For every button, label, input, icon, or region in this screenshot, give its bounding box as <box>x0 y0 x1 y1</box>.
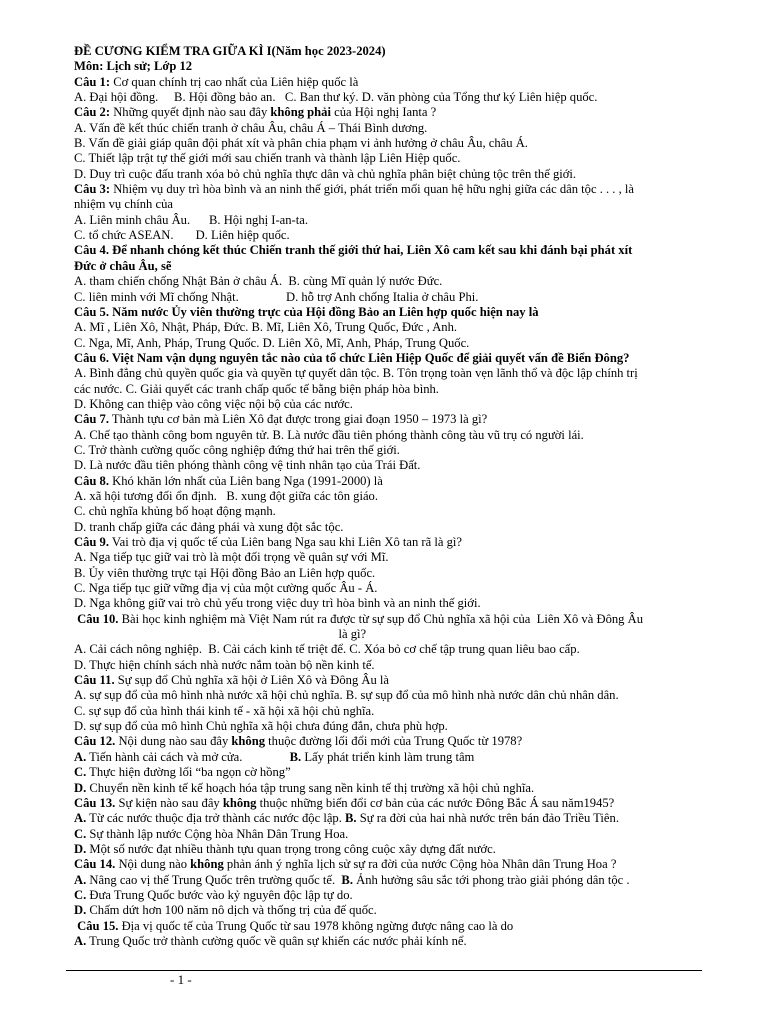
bold-text: Câu 6. Việt Nam vận dụng nguyên tắc nào của tổ chức Liên Hiệp Quốc để giải quyết vấn đề Biển Đông? <box>74 350 630 365</box>
body-text: D. Nga không giữ vai trò chủ yếu trong việc duy trì hòa bình và an ninh thế giới. <box>74 596 481 611</box>
body-text: A. Cải cách nông nghiệp. B. Cải cách kinh tế triệt để. C. Xóa bỏ cơ chế tập trung quan liêu bao cấp. <box>74 642 580 657</box>
text-line <box>74 151 722 166</box>
text-line <box>74 535 722 550</box>
body-text: B. Vấn đề giải giáp quân đội phát xít và phân chia phạm vi ảnh hưởng ở châu Âu, châu Á. <box>74 136 528 151</box>
body-text: A. Chế tạo thành công bom nguyên tử. B. Là nước đầu tiên phóng thành công tàu vũ trụ có người lái. <box>74 427 584 442</box>
bold-text: Câu 11. <box>74 673 115 688</box>
text-line <box>74 105 722 120</box>
body-text: D. Không can thiệp vào công việc nội bộ của các nước. <box>74 396 353 411</box>
text-line <box>74 903 722 918</box>
body-text: C. Thiết lập trật tự thế giới mới sau chiến tranh và thành lập Liên Hiệp quốc. <box>74 151 461 166</box>
bold-text: D. <box>74 780 87 795</box>
text-line <box>74 781 722 796</box>
text-line <box>74 596 722 611</box>
text-line <box>74 290 722 305</box>
body-text: C. liên minh với Mĩ chống Nhật. D. hỗ trợ Anh chống Italia ở châu Phi. <box>74 289 479 304</box>
text-line <box>74 934 722 949</box>
body-text: A. xã hội tương đối ổn định. B. xung đột giữa các tôn giáo. <box>74 488 378 503</box>
bold-text: Câu 13. <box>74 795 116 810</box>
bold-text: Câu 4. Để nhanh chóng kết thúc Chiến tranh thế giới thứ hai, Liên Xô cam kết sau khi đánh bại phát xít <box>74 243 633 258</box>
body-text: D. tranh chấp giữa các đảng phái và xung đột sắc tộc. <box>74 519 344 534</box>
bold-text: A. <box>74 811 87 826</box>
body-text: C. tổ chức ASEAN. D. Liên hiệp quốc. <box>74 228 290 243</box>
text-line <box>74 382 722 397</box>
text-line <box>74 504 722 519</box>
body-text: Nâng cao vị thế Trung Quốc trên trường quốc tế. <box>86 872 342 887</box>
bold-text: Câu 12. <box>74 734 116 749</box>
text-line <box>74 719 722 734</box>
bold-text: B. <box>345 811 357 826</box>
text-line <box>74 428 722 443</box>
body-text: Vai trò địa vị quốc tế của Liên bang Nga sau khi Liên Xô tan rã là gì? <box>109 535 462 549</box>
bold-text: C. <box>74 887 87 902</box>
document-title: ĐỀ CƯƠNG KIỂM TRA GIỮA KÌ I(Năm học 2023-2024) <box>74 44 386 58</box>
text-line <box>74 412 722 427</box>
text-line <box>74 734 722 749</box>
body-text: Nhiệm vụ duy trì hòa bình và an ninh thế giới, phát triển mối quan hệ hữu nghị giữa các dân tộc . . . , là <box>110 182 634 197</box>
text-line <box>74 351 722 366</box>
text-line <box>74 520 722 535</box>
text-line <box>74 458 722 473</box>
text-line <box>74 243 722 258</box>
body-text: Trung Quốc trở thành cường quốc về quân sự khiến các nước phải kính nể. <box>86 933 467 948</box>
body-text: A. Nga tiếp tục giữ vai trò là một đối trọng về quân sự với Mĩ. <box>74 550 389 565</box>
text-line <box>74 75 722 90</box>
body-text: A. Vấn đề kết thúc chiến tranh ở châu Âu, châu Á – Thái Bình dương. <box>74 120 428 135</box>
bold-text: Câu 5. Năm nước Ủy viên thường trực của Hội đồng Bảo an Liên hợp quốc hiện nay là <box>74 304 539 319</box>
bold-text: B. <box>289 749 302 764</box>
text-line <box>74 259 722 274</box>
text-line <box>74 811 722 826</box>
text-line <box>74 566 722 581</box>
body-text: thuộc đường lối đổi mới của Trung Quốc từ 1978? <box>265 734 523 749</box>
bold-text: Câu 14. <box>74 857 116 872</box>
text-line <box>74 121 722 136</box>
body-text: C. Nga, Mĩ, Anh, Pháp, Trung Quốc. D. Liên Xô, Mĩ, Anh, Pháp, Trung Quốc. <box>74 335 470 350</box>
text-line <box>74 796 722 811</box>
text-line <box>74 658 722 673</box>
text-line <box>74 919 722 934</box>
text-line <box>74 336 722 351</box>
text-line <box>74 642 722 657</box>
body-text: D. Thực hiện chính sách nhà nước nắm toàn bộ nền kinh tế. <box>74 657 375 672</box>
body-text: D. sự sụp đổ của mô hình Chủ nghĩa xã hội chưa đúng đắn, chưa phù hợp. <box>74 719 448 734</box>
body-text: A. Mĩ , Liên Xô, Nhật, Pháp, Đức. B. Mĩ, Liên Xô, Trung Quốc, Đức , Anh. <box>74 320 458 335</box>
text-line <box>74 320 722 335</box>
body-text: Sự ra đời của hai nhà nước trên bán đảo Triều Tiên. <box>356 811 619 826</box>
body-text: Những quyết định nào sau đây <box>110 105 271 120</box>
body-text: C. chủ nghĩa khủng bố hoạt động mạnh. <box>74 504 276 519</box>
bold-text: D. <box>74 841 87 856</box>
bold-text: D. <box>74 903 87 918</box>
body-text: Ảnh hưởng sâu sắc tới phong trào giải phóng dân tộc . <box>352 872 630 887</box>
body-text: Lấy phát triển kinh làm trung tâm <box>301 749 475 764</box>
text-line <box>74 704 722 719</box>
body-text: A. sự sụp đổ của mô hình nhà nước xã hội chủ nghĩa. B. sự sụp đổ của mô hình nhà nước dân chủ nhân dân. <box>74 688 619 703</box>
body-text: D. Là nước đầu tiên phóng thành công vệ tinh nhân tạo của Trái Đất. <box>74 458 421 473</box>
body-text: Tiến hành cải cách và mở cửa. <box>86 749 290 764</box>
text-line <box>74 827 722 842</box>
text-line <box>74 136 722 151</box>
text-line <box>74 274 722 289</box>
bold-text: không <box>231 734 266 749</box>
bold-text: A. <box>74 749 87 764</box>
body-text: Sự sụp đổ Chủ nghĩa xã hội ở Liên Xô và Đông Âu là <box>114 673 390 688</box>
body-text: Sự thành lập nước Cộng hòa Nhân Dân Trung Hoa. <box>86 826 349 841</box>
footer-divider <box>66 970 702 971</box>
text-line <box>74 167 722 182</box>
text-line <box>74 182 722 197</box>
body-text: D. Duy trì cuộc đấu tranh xóa bỏ chủ nghĩa thực dân và chủ nghĩa phân biệt chủng tộc trên thế giới. <box>74 166 577 181</box>
body-text: B. Ủy viên thường trực tại Hội đồng Bảo an Liên hợp quốc. <box>74 565 376 580</box>
text-line <box>74 581 722 596</box>
bold-text: Câu 9. <box>74 535 109 549</box>
text-line <box>74 873 722 888</box>
body-text: A. tham chiến chống Nhật Bản ở châu Á. B. cùng Mĩ quản lý nước Đức. <box>74 274 443 289</box>
text-line <box>74 688 722 703</box>
bold-text: Câu 3: <box>74 182 111 197</box>
bold-text: B. <box>341 872 353 887</box>
subject-line: Môn: Lịch sử; Lớp 12 <box>74 59 193 74</box>
text-line <box>74 197 722 212</box>
text-line <box>74 612 722 627</box>
body-text: Một số nước đạt nhiều thành tựu quan trọng trong công cuộc xây dựng đất nước. <box>86 841 496 856</box>
text-line <box>74 213 722 228</box>
bold-text: không <box>190 857 224 872</box>
bold-text: Câu 15. <box>74 918 119 933</box>
page-number: - 1 - <box>170 972 192 987</box>
text-line <box>74 366 722 381</box>
body-text: Chuyển nền kinh tế kế hoạch hóa tập trung sang nền kinh tế thị trường xã hội chủ nghĩa. <box>86 780 535 795</box>
text-line <box>74 857 722 872</box>
bold-text: Câu 7. <box>74 412 109 427</box>
body-text: Nội dung nào sau đây <box>115 734 232 749</box>
text-line <box>74 90 722 105</box>
text-line <box>74 228 722 243</box>
text-line <box>74 765 722 780</box>
body-text: Khó khăn lớn nhất của Liên bang Nga (1991-2000) là <box>109 473 383 488</box>
body-text: Bài học kinh nghiệm mà Việt Nam rút ra được từ sự sụp đổ Chủ nghĩa xã hội của Liên Xô và Đông Âu <box>118 611 643 626</box>
bold-text: Câu 8. <box>74 473 109 488</box>
body-text: Chấm dứt hơn 100 năm nô dịch và thống trị của đế quốc. <box>86 903 377 918</box>
body-text: A. Liên minh châu Âu. B. Hội nghị I-an-ta. <box>74 212 308 227</box>
body-text: nhiệm vụ chính của <box>74 197 173 212</box>
bold-text: C. <box>74 826 87 841</box>
text-line <box>74 673 722 688</box>
body-text: Thành tựu cơ bản mà Liên Xô đạt được trong giai đoạn 1950 – 1973 là gì? <box>109 412 488 427</box>
bold-text: A. <box>74 933 87 948</box>
body-text: Từ các nước thuộc địa trở thành các nước độc lập. <box>86 811 346 826</box>
body-text: C. Trở thành cường quốc công nghiệp đứng thứ hai trên thế giới. <box>74 442 400 457</box>
body-text: Đưa Trung Quốc bước vào kỷ nguyên độc lập tự do. <box>86 887 353 902</box>
text-line <box>74 550 722 565</box>
body-text: Cơ quan chính trị cao nhất của Liên hiệp quốc là <box>110 74 359 89</box>
body-text: A. Đại hội đồng. B. Hội đồng bảo an. C. Ban thư ký. D. văn phòng của Tổng thư ký Liên hiệp quốc. <box>74 90 598 105</box>
question-list <box>74 75 722 950</box>
body-text: A. Bình đẳng chủ quyền quốc gia và quyền tự quyết dân tộc. B. Tôn trọng toàn vẹn lãnh thổ và độc lập chính trị <box>74 366 638 381</box>
body-text: là gì? <box>74 627 367 642</box>
text-line <box>74 888 722 903</box>
body-text: Nội dung nào <box>115 857 191 872</box>
body-text: thuộc những biến đổi cơ bản của các nước Đông Bắc Á sau năm1945? <box>256 795 615 810</box>
text-line <box>74 305 722 320</box>
text-line <box>74 750 722 765</box>
text-line <box>74 842 722 857</box>
document-page <box>74 44 722 949</box>
bold-text: không <box>222 795 257 810</box>
body-text: Thực hiện đường lối “ba ngọn cờ hồng” <box>86 765 291 780</box>
text-line <box>74 474 722 489</box>
text-line <box>74 627 722 642</box>
text-line <box>74 489 722 504</box>
bold-text: Câu 2: <box>74 105 111 120</box>
body-text: các nước. C. Giải quyết các tranh chấp quốc tế bằng biện pháp hòa bình. <box>74 381 439 396</box>
body-text: Sự kiện nào sau đây <box>115 795 223 810</box>
bold-text: không phải <box>270 105 331 120</box>
bold-text: C. <box>74 765 87 780</box>
text-line <box>74 443 722 458</box>
bold-text: A. <box>74 872 87 887</box>
bold-text: Đức ở châu Âu, sẽ <box>74 258 172 273</box>
text-line <box>74 397 722 412</box>
body-text: của Hội nghị Ianta ? <box>330 105 437 120</box>
body-text: phản ánh ý nghĩa lịch sử sự ra đời của nước Cộng hòa Nhân dân Trung Hoa ? <box>223 857 617 872</box>
body-text: C. sự sụp đổ của hình thái kinh tế - xã hội xã hội chủ nghĩa. <box>74 703 375 718</box>
body-text: Địa vị quốc tế của Trung Quốc từ sau 1978 không ngừng được nâng cao là do <box>118 918 514 933</box>
body-text: C. Nga tiếp tục giữ vững địa vị của một cường quốc Âu - Á. <box>74 581 378 596</box>
bold-text: Câu 1: <box>74 74 111 89</box>
bold-text: Câu 10. <box>74 611 119 626</box>
